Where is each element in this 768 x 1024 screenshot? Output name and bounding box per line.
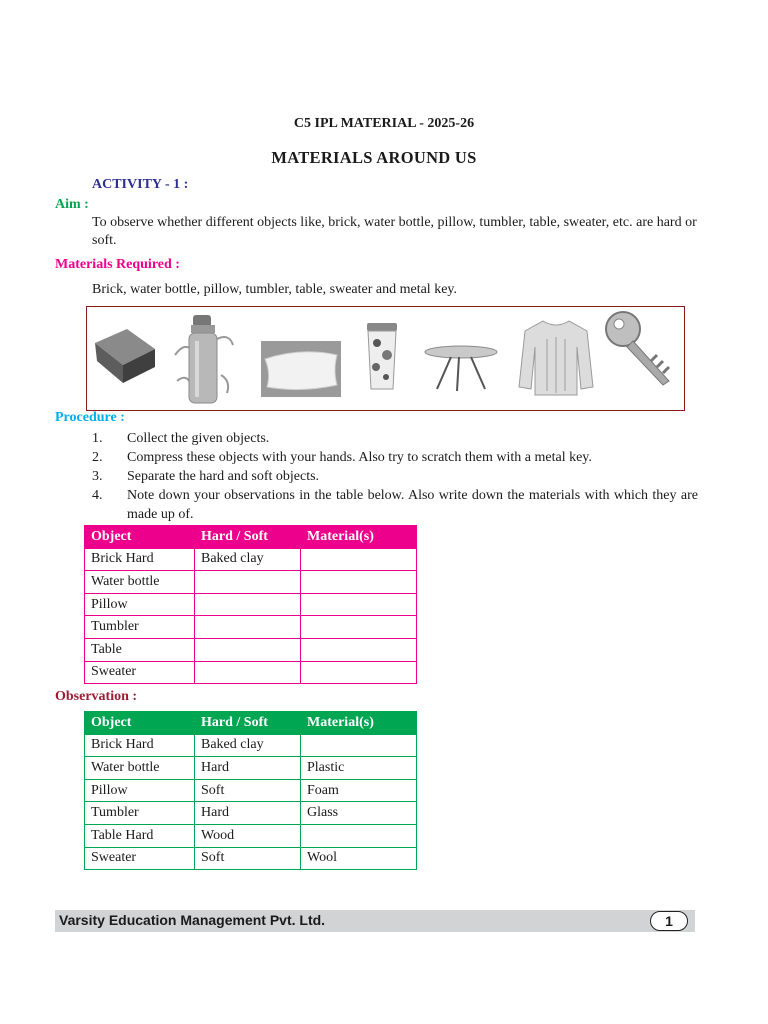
column-header: Material(s) [301, 526, 417, 549]
table-row [85, 661, 417, 684]
table-cell: Table Hard [85, 824, 195, 847]
table-cell: Soft [195, 847, 301, 870]
table-cell: Baked clay [195, 734, 301, 757]
procedure-step [92, 429, 698, 448]
aim-text: To observe whether different objects like, brick, water bottle, pillow, tumbler, table, sweater, etc. are hard or soft. [92, 215, 697, 248]
document-header: C5 IPL MATERIAL - 2025-26 [293, 116, 475, 131]
page-footer [55, 910, 695, 932]
procedure-step [92, 467, 698, 486]
observation-heading: Observation : [55, 689, 138, 704]
table-cell: Water bottle [85, 571, 195, 594]
table-row [85, 616, 417, 639]
table-row [85, 638, 417, 661]
column-header: Material(s) [301, 712, 417, 735]
table-cell: Foam [301, 779, 417, 802]
brick-image [93, 323, 159, 385]
table-cell [301, 734, 417, 757]
materials-text: Brick, water bottle, pillow, tumbler, table, sweater and metal key. [92, 282, 458, 297]
table-cell [301, 571, 417, 594]
table-cell [301, 661, 417, 684]
table-cell [301, 616, 417, 639]
table-cell [301, 593, 417, 616]
column-header: Hard / Soft [195, 712, 301, 735]
table-cell: Table [85, 638, 195, 661]
table-cell [195, 571, 301, 594]
table-cell: Sweater [85, 847, 195, 870]
table-cell: Brick Hard [85, 734, 195, 757]
table-row [85, 734, 417, 757]
tumbler-image [365, 321, 399, 391]
metal-key-image [603, 309, 679, 387]
table-cell [195, 616, 301, 639]
table-row [85, 548, 417, 571]
table-row [85, 757, 417, 780]
table-cell: Sweater [85, 661, 195, 684]
table-header-row [85, 526, 417, 549]
materials-heading: Materials Required : [55, 257, 180, 272]
table-row [85, 779, 417, 802]
table-cell [195, 638, 301, 661]
table-cell [195, 593, 301, 616]
water-bottle-image [171, 311, 237, 407]
table-cell: Glass [301, 802, 417, 825]
footer-publisher: Varsity Education Management Pvt. Ltd. [59, 912, 326, 928]
table-cell [301, 638, 417, 661]
column-header: Object [85, 712, 195, 735]
pillow-image [261, 341, 341, 397]
table-cell: Tumbler [85, 802, 195, 825]
table-row [85, 571, 417, 594]
sweater-image [517, 317, 595, 397]
table-cell: Pillow [85, 779, 195, 802]
table-cell: Pillow [85, 593, 195, 616]
step-number: 1. [92, 431, 103, 446]
table-row [85, 593, 417, 616]
table-cell: Brick Hard [85, 548, 195, 571]
observation-table-blank [84, 525, 417, 684]
document-title: MATERIALS AROUND US [271, 148, 477, 167]
table-cell: Baked clay [195, 548, 301, 571]
table-cell: Tumbler [85, 616, 195, 639]
procedure-step [92, 448, 698, 467]
aim-heading: Aim : [55, 197, 89, 212]
table-cell [195, 661, 301, 684]
table-cell: Plastic [301, 757, 417, 780]
column-header: Object [85, 526, 195, 549]
table-row [85, 847, 417, 870]
step-number: 3. [92, 469, 103, 484]
column-header: Hard / Soft [195, 526, 301, 549]
table-cell: Water bottle [85, 757, 195, 780]
table-image [423, 343, 499, 393]
table-cell: Wood [195, 824, 301, 847]
table-row [85, 824, 417, 847]
table-header-row [85, 712, 417, 735]
step-text: Collect the given objects. [127, 431, 270, 446]
procedure-steps [92, 429, 698, 524]
table-cell: Hard [195, 802, 301, 825]
observation-table-filled [84, 711, 417, 870]
activity-heading: ACTIVITY - 1 : [92, 177, 189, 192]
step-text: Separate the hard and soft objects. [127, 469, 320, 484]
step-number: 2. [92, 450, 103, 465]
procedure-heading: Procedure : [55, 410, 125, 425]
page-number-badge: 1 [650, 911, 688, 931]
table-cell: Hard [195, 757, 301, 780]
table-row [85, 802, 417, 825]
step-text: Note down your observations in the table below. Also write down the materials with which they are made up of. [127, 488, 698, 522]
step-number: 4. [92, 488, 103, 503]
table-cell [301, 548, 417, 571]
table-cell: Wool [301, 847, 417, 870]
table-cell [301, 824, 417, 847]
table-cell: Soft [195, 779, 301, 802]
materials-image-strip [86, 306, 685, 411]
step-text: Compress these objects with your hands. Also try to scratch them with a metal key. [127, 450, 592, 465]
procedure-step [92, 486, 698, 524]
